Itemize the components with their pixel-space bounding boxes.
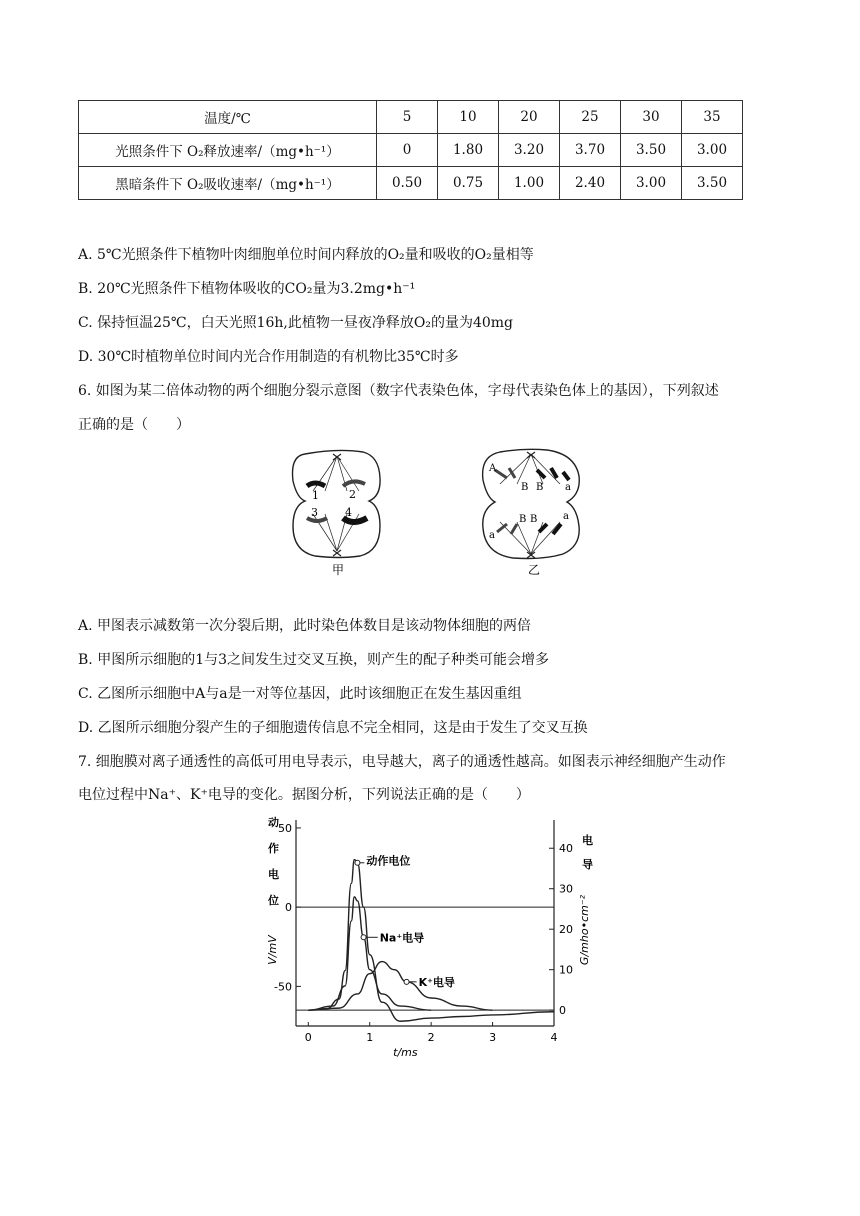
action-potential-chart — [262, 810, 598, 1060]
x-axis-label: t/ms — [393, 1046, 418, 1059]
table-cell: 1.80 — [438, 134, 499, 167]
q5-option-a: A. 5℃光照条件下植物叶肉细胞单位时间内释放的O₂量和吸收的O₂量相等 — [78, 247, 534, 263]
jia-label: 4 — [345, 506, 352, 519]
yi-label: B — [536, 482, 544, 493]
q6-option-d: D. 乙图所示细胞分裂产生的子细胞遗传信息不完全相同，这是由于发生了交叉互换 — [78, 720, 588, 736]
yi-label: a — [563, 511, 569, 522]
cell-yi — [483, 449, 580, 558]
x-tick-label: 3 — [489, 1031, 497, 1044]
y-left-label-unit: V/mV — [266, 935, 279, 965]
annotation-label: K⁺电导 — [418, 975, 455, 989]
x-tick-label: 4 — [550, 1031, 558, 1044]
cell-jia — [293, 450, 381, 557]
table-cell: 25 — [560, 101, 621, 134]
jia-label: 3 — [311, 506, 318, 519]
table-cell: 0 — [377, 134, 438, 167]
table-cell: 3.70 — [560, 134, 621, 167]
table-cell: 3.50 — [621, 134, 682, 167]
table-cell: 30 — [621, 101, 682, 134]
y-right-label-char: 电 — [582, 834, 593, 847]
jia-label: 1 — [312, 489, 319, 502]
q6-option-a: A. 甲图表示减数第一次分裂后期，此时染色体数目是该动物体细胞的两倍 — [78, 618, 532, 634]
yi-label: a — [565, 482, 571, 493]
q7-stem-line2: 电位过程中Na⁺、K⁺电导的变化。据图分析，下列说法正确的是（ ） — [78, 787, 530, 803]
chart-series — [308, 860, 554, 1022]
y-left-tick-label: -50 — [274, 980, 292, 994]
table-cell: 2.40 — [560, 167, 621, 200]
annotation-marker — [361, 935, 366, 940]
table-row — [79, 134, 743, 167]
table-row-label: 黑暗条件下 O₂吸收速率/（mg•h⁻¹） — [79, 167, 377, 200]
table-cell: 35 — [682, 101, 743, 134]
y-right-tick-label: 10 — [559, 963, 573, 977]
y-left-label-char: 作 — [268, 842, 279, 855]
cell-division-figure — [285, 446, 585, 580]
y-left-label-char: 动 — [268, 816, 279, 829]
q6-stem-line1: 6. 如图为某二倍体动物的两个细胞分裂示意图（数字代表染色体，字母代表染色体上的基因），下列叙述 — [78, 383, 719, 399]
table-cell: 3.20 — [499, 134, 560, 167]
table-cell: 3.00 — [682, 134, 743, 167]
chart-labels — [266, 815, 593, 1059]
y-right-label-char: 导 — [582, 858, 593, 871]
table-cell: 0.50 — [377, 167, 438, 200]
q6-option-b: B. 甲图所示细胞的1与3之间发生过交叉互换，则产生的配子种类可能会增多 — [78, 652, 550, 668]
x-tick-label: 2 — [427, 1031, 435, 1044]
table-row — [79, 167, 743, 200]
table-header-label: 温度/℃ — [79, 101, 377, 134]
y-right-tick-label: 40 — [559, 842, 573, 856]
series-line-1 — [308, 897, 431, 1010]
annotation-marker — [404, 979, 409, 984]
chart-axes — [296, 820, 554, 1026]
series-line-0 — [308, 860, 554, 1022]
table-cell: 20 — [499, 101, 560, 134]
q5-option-d: D. 30℃时植物单位时间内光合作用制造的有机物比35℃时多 — [78, 349, 459, 365]
table-cell: 10 — [438, 101, 499, 134]
y-left-tick-label: 50 — [278, 821, 292, 835]
yi-label: a — [489, 530, 495, 541]
table-row — [79, 101, 743, 134]
y-right-label-unit: G/mho•cm⁻² — [578, 894, 591, 966]
q5-option-b: B. 20℃光照条件下植物体吸收的CO₂量为3.2mg•h⁻¹ — [78, 281, 416, 297]
figure-label-jia: 甲 — [332, 563, 345, 577]
table-cell: 1.00 — [499, 167, 560, 200]
y-left-label-char: 位 — [268, 894, 279, 907]
y-left-label-char: 电 — [268, 868, 279, 881]
annotation-marker — [355, 860, 360, 865]
annotation-label: 动作电位 — [366, 854, 411, 868]
jia-label: 2 — [349, 488, 356, 501]
q7-stem-line1: 7. 细胞膜对离子通透性的高低可用电导表示，电导越大，离子的通透性越高。如图表示神经细胞产生动作 — [78, 754, 726, 770]
yi-label: B — [519, 514, 527, 525]
y-right-tick-label: 20 — [559, 923, 573, 937]
x-tick-label: 0 — [304, 1031, 312, 1044]
table-cell: 0.75 — [438, 167, 499, 200]
y-right-tick-label: 30 — [559, 882, 573, 896]
table-row-label: 光照条件下 O₂释放速率/（mg•h⁻¹） — [79, 134, 377, 167]
x-tick-label: 1 — [366, 1031, 374, 1044]
table-cell: 3.50 — [682, 167, 743, 200]
q6-option-c: C. 乙图所示细胞中A与a是一对等位基因，此时该细胞正在发生基因重组 — [78, 686, 522, 702]
yi-label: A — [489, 463, 497, 474]
table-cell: 5 — [377, 101, 438, 134]
q5-option-c: C. 保持恒温25℃，白天光照16h,此植物一昼夜净释放O₂的量为40mg — [78, 315, 514, 331]
y-left-tick-label: 0 — [285, 901, 292, 915]
yi-label: B — [521, 482, 529, 493]
q6-stem-line2: 正确的是（ ） — [78, 417, 190, 433]
figure-label-yi: 乙 — [528, 563, 541, 577]
y-right-tick-label: 0 — [559, 1004, 566, 1018]
table-cell: 3.00 — [621, 167, 682, 200]
temperature-table — [78, 100, 743, 200]
annotation-label: Na⁺电导 — [379, 931, 425, 945]
yi-label: B — [530, 514, 538, 525]
